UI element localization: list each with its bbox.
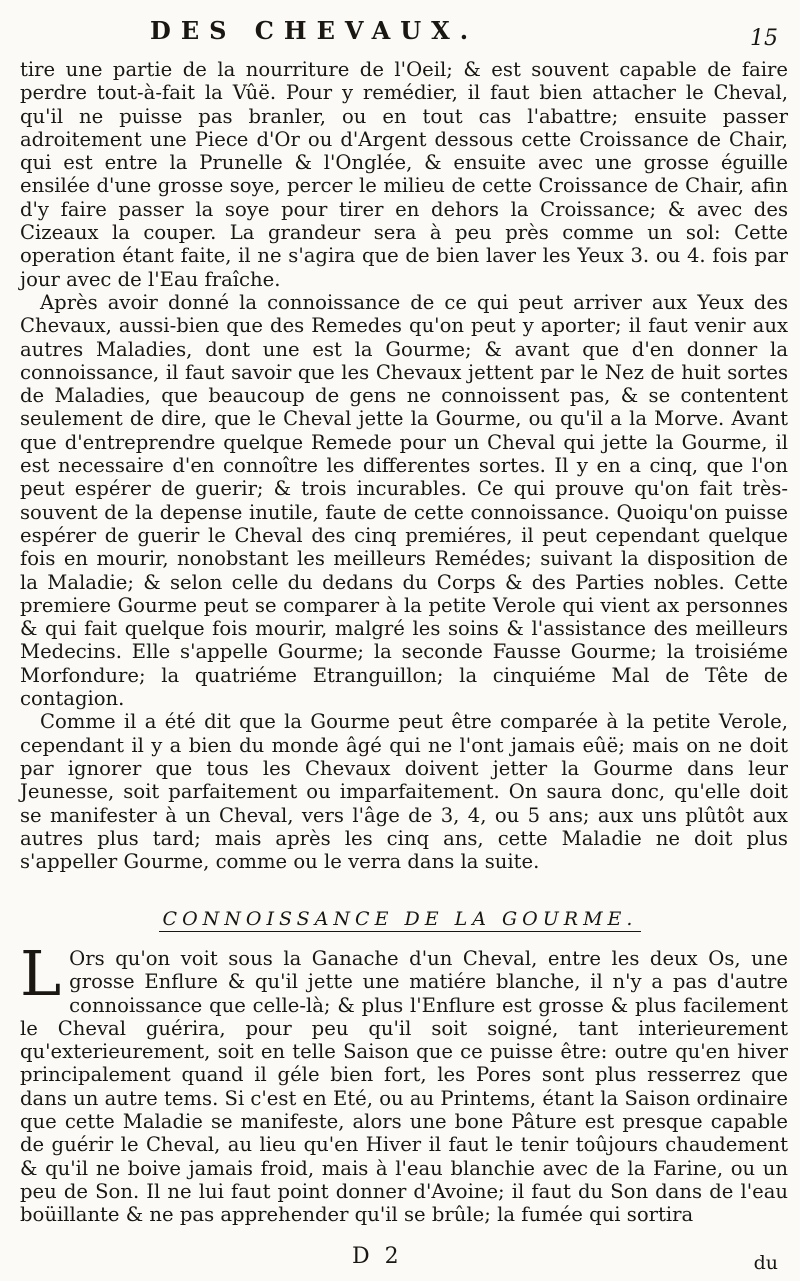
section-heading-text: CONNOISSANCE DE LA GOURME.	[159, 908, 642, 932]
signature-mark: D 2	[352, 1244, 403, 1269]
section-heading	[0, 908, 800, 930]
paragraph-3: Comme il a été dit que la Gourme peut être comparée à la petite Verole, cependant il y a bien du monde âgé qui ne l'ont jamais eûë; mais on ne doit par ignorer que tous les Chevaux doivent jetter la Gourme dans leur Jeunesse, soit parfaitement ou imparfaitement. On saura donc, qu'elle doit se manifester à un Cheval, vers l'âge de 3, 4, ou 5 ans; aux uns plûtôt aux autres plus tard; mais après les cinq ans, cette Maladie ne doit plus s'appeller Gourme, comme ou le verra dans la suite.	[20, 710, 788, 874]
catchword: du	[753, 1252, 778, 1274]
main-text	[20, 58, 788, 873]
section-body	[20, 937, 789, 1227]
running-head	[0, 16, 800, 52]
page-number: 15	[750, 26, 778, 51]
drop-cap: L	[20, 937, 62, 1010]
running-head-title: DES CHEVAUX.	[150, 16, 479, 45]
section-text: Ors qu'on voit sous la Ganache d'un Cheval, entre les deux Os, une grosse Enflure & qu'il jette une matiére blanche, il n'y a pas d'autre connoissance que celle-là; & plus l'Enflure est grosse & plus facilement le Cheval guérira, pour peu qu'il soit soigné, tant interieurement qu'exterieurement, soit en telle Saison que ce puisse être: outre qu'en hiver principalement quand il géle bien fort, les Pores sont plus resserrez que dans un autre tems. Si c'est en Eté, ou au Printems, étant la Saison ordinaire que cette Maladie se manifeste, alors une bone Pâture est presque capable de guérir le Cheval, au lieu qu'en Hiver il faut le tenir toûjours chaudement & qu'il ne boive jamais froid, mais à l'eau blanchie avec de la Farine, ou un peu de Son. Il ne lui faut point donner d'Avoine; il faut du Son dans de l'eau boüillante & ne pas apprehender qu'il se brûle; la fumée qui sortira	[20, 947, 789, 1227]
paragraph-1: tire une partie de la nourriture de l'Oeil; & est souvent capable de faire perdre tout-à-fait la Vûë. Pour y remédier, il faut bien attacher le Cheval, qu'il ne puisse pas branler, ou en tout cas l'abattre; ensuite passer adroitement une Piece d'Or ou d'Argent dessous cette Croissance de Chair, qui est entre la Prunelle & l'Onglée, & ensuite avec une grosse éguille ensilée d'une grosse soye, percer le milieu de cette Croissance de Chair, afin d'y faire passer la soye pour tirer en dehors la Croissance; & avec des Cizeaux la couper. La grandeur sera à peu près comme un sol: Cette operation étant faite, il ne s'agira que de bien laver les Yeux 3. ou 4. fois par jour avec de l'Eau fraîche.	[20, 58, 788, 291]
paragraph-2: Après avoir donné la connoissance de ce qui peut arriver aux Yeux des Chevaux, aussi-bien que des Remedes qu'on peut y aporter; il faut venir aux autres Maladies, dont une est la Gourme; & avant que d'en donner la connoissance, il faut savoir que les Chevaux jettent par le Nez de huit sortes de Maladies, que beaucoup de gens ne connoissent pas, & se contentent seulement de dire, que le Cheval jette la Gourme, ou qu'il a la Morve. Avant que d'entreprendre quelque Remede pour un Cheval qui jette la Gourme, il est necessaire d'en connoître les differentes sortes. Il y en a cinq, que l'on peut espérer de guerir; & trois incurables. Ce qui prouve qu'on fait très-souvent de la depense inutile, faute de cette connoissance. Quoiqu'on puisse espérer de guerir le Cheval des cinq premiéres, il peut cependant quelque fois en mourir, nonobstant les meilleurs Remédes; suivant la disposition de la Maladie; & selon celle du dedans du Corps & des Parties nobles. Cette premiere Gourme peut se comparer à la petite Verole qui vient ax personnes & qui fait quelque fois mourir, malgré les soins & l'assistance des meilleurs Medecins. Elle s'appelle Gourme; la seconde Fausse Gourme; la troisiéme Morfondure; la quatriéme Etranguillon; la cinquiéme Mal de Tête de contagion.	[20, 290, 788, 711]
